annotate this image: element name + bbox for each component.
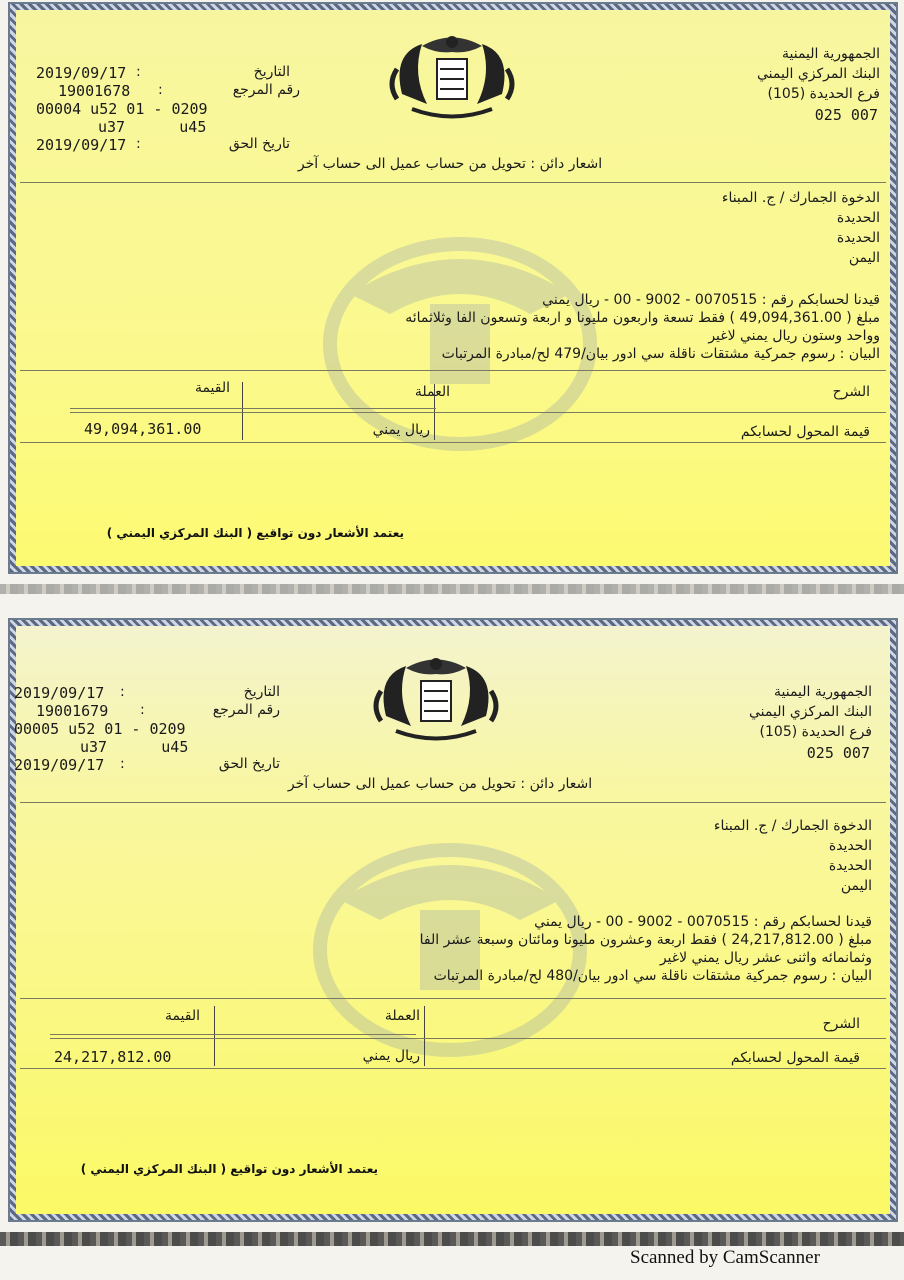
amount-in-words-cont: وواحد وستون ريال يمني لاغير — [708, 328, 880, 344]
eagle-watermark-icon — [310, 214, 610, 454]
date-label: التاريخ — [243, 684, 280, 700]
scan-edge — [0, 584, 904, 594]
table-header-border — [70, 408, 436, 409]
amount-in-words-cont: وثمانمائه واثنى عشر ريال يمني لاغير — [659, 950, 872, 966]
credit-notice-1 — [8, 2, 898, 574]
colon: : — [136, 64, 141, 80]
colon: : — [136, 136, 141, 152]
amount-in-words: مبلغ ( 49,094,361.00 ) فقط تسعة واربعون مليونا و اربعة وتسعون الفا وثلاثمائه — [405, 310, 880, 326]
sub-codes: u37 u45 — [80, 738, 189, 756]
table-bottom-border — [20, 1068, 886, 1069]
table-header-border — [50, 1038, 886, 1039]
column-header-currency: العملة — [384, 1008, 420, 1024]
addressee-line-1: الدخوة الجمارك / ج. المبناء — [721, 190, 880, 206]
republic-name: الجمهورية اليمنية — [781, 46, 880, 62]
transfer-row-value: 24,217,812.00 — [54, 1048, 172, 1066]
column-header-value: القيمة — [164, 1008, 200, 1024]
sub-codes: u37 u45 — [98, 118, 207, 136]
footer-note: يعتمد الأشعار دون تواقيع ( البنك المركزي اليمني ) — [106, 526, 404, 540]
transfer-row-currency: ريال يمني — [362, 1048, 420, 1064]
reference-label: رقم المرجع — [212, 702, 280, 718]
table-bottom-border — [20, 442, 886, 443]
column-header-description: الشرح — [832, 384, 870, 400]
footer-note: يعتمد الأشعار دون تواقيع ( البنك المركزي اليمني ) — [80, 1162, 378, 1176]
branch-code: 025 007 — [806, 744, 870, 762]
transfer-row-currency: ريال يمني — [372, 422, 430, 438]
colon: : — [120, 684, 125, 700]
code-line: 00005 u52 01 - 0209 — [14, 720, 186, 738]
reference-number: 19001679 — [36, 702, 109, 720]
addressee-line-1: الدخوة الجمارك / ج. المبناء — [713, 818, 872, 834]
reference-label: رقم المرجع — [232, 82, 300, 98]
date-value: 2019/09/17 — [36, 64, 127, 82]
yemen-eagle-emblem-icon — [366, 646, 506, 756]
column-header-description: الشرح — [822, 1016, 860, 1032]
addressee-line-4: اليمن — [848, 250, 880, 266]
colon: : — [120, 756, 125, 772]
transfer-row-description: قيمة المحول لحسابكم — [730, 1050, 860, 1066]
addressee-line-4: اليمن — [840, 878, 872, 894]
republic-name: الجمهورية اليمنية — [773, 684, 872, 700]
divider — [20, 182, 886, 183]
credit-notice-2 — [8, 618, 898, 1222]
column-divider — [214, 1006, 215, 1066]
addressee-line-2: الحديدة — [828, 838, 872, 854]
table-header-border — [70, 412, 886, 413]
date-value: 2019/09/17 — [14, 684, 105, 702]
credit-account-line: قيدنا لحسابكم رقم : 0070515 - 9002 - 00 - ريال يمني — [534, 914, 872, 930]
table-top-border — [20, 998, 886, 999]
bank-name: البنك المركزي اليمني — [749, 704, 872, 720]
divider — [20, 802, 886, 803]
scanner-watermark: Scanned by CamScanner — [630, 1247, 820, 1268]
reference-number: 19001678 — [58, 82, 131, 100]
scan-edge — [0, 1232, 904, 1246]
credit-account-line: قيدنا لحسابكم رقم : 0070515 - 9002 - 00 - ريال يمني — [542, 292, 880, 308]
date-label: التاريخ — [253, 64, 290, 80]
amount-in-words: مبلغ ( 24,217,812.00 ) فقط اربعة وعشرون مليونا ومائتان وسبعة عشر الفا — [419, 932, 872, 948]
branch-name: فرع الحديدة (105) — [759, 724, 872, 740]
column-header-currency: العملة — [414, 384, 450, 400]
column-header-value: القيمة — [194, 380, 230, 396]
value-date: 2019/09/17 — [36, 136, 127, 154]
colon: : — [158, 82, 163, 98]
transfer-row-value: 49,094,361.00 — [84, 420, 202, 438]
branch-code: 025 007 — [814, 106, 878, 124]
column-divider — [424, 1006, 425, 1066]
column-divider — [242, 382, 243, 440]
addressee-line-3: الحديدة — [836, 230, 880, 246]
branch-name: فرع الحديدة (105) — [767, 86, 880, 102]
statement-line: البيان : رسوم جمركية مشتقات ناقلة سي ادور بيان/479 لح/مبادرة المرتبات — [441, 346, 880, 362]
notice-title: اشعار دائن : تحويل من حساب عميل الى حساب آخر — [297, 156, 603, 172]
value-date: 2019/09/17 — [14, 756, 105, 774]
value-date-label: تاريخ الحق — [218, 756, 280, 772]
transfer-row-description: قيمة المحول لحسابكم — [740, 424, 870, 440]
notice-title: اشعار دائن : تحويل من حساب عميل الى حساب آخر — [287, 776, 593, 792]
statement-line: البيان : رسوم جمركية مشتقات ناقلة سي ادور بيان/480 لح/مبادرة المرتبات — [433, 968, 872, 984]
colon: : — [140, 702, 145, 718]
table-top-border — [20, 370, 886, 371]
yemen-eagle-emblem-icon — [382, 24, 522, 134]
addressee-line-2: الحديدة — [836, 210, 880, 226]
addressee-line-3: الحديدة — [828, 858, 872, 874]
value-date-label: تاريخ الحق — [228, 136, 290, 152]
bank-name: البنك المركزي اليمني — [757, 66, 880, 82]
table-header-border — [50, 1034, 416, 1035]
code-line: 00004 u52 01 - 0209 — [36, 100, 208, 118]
